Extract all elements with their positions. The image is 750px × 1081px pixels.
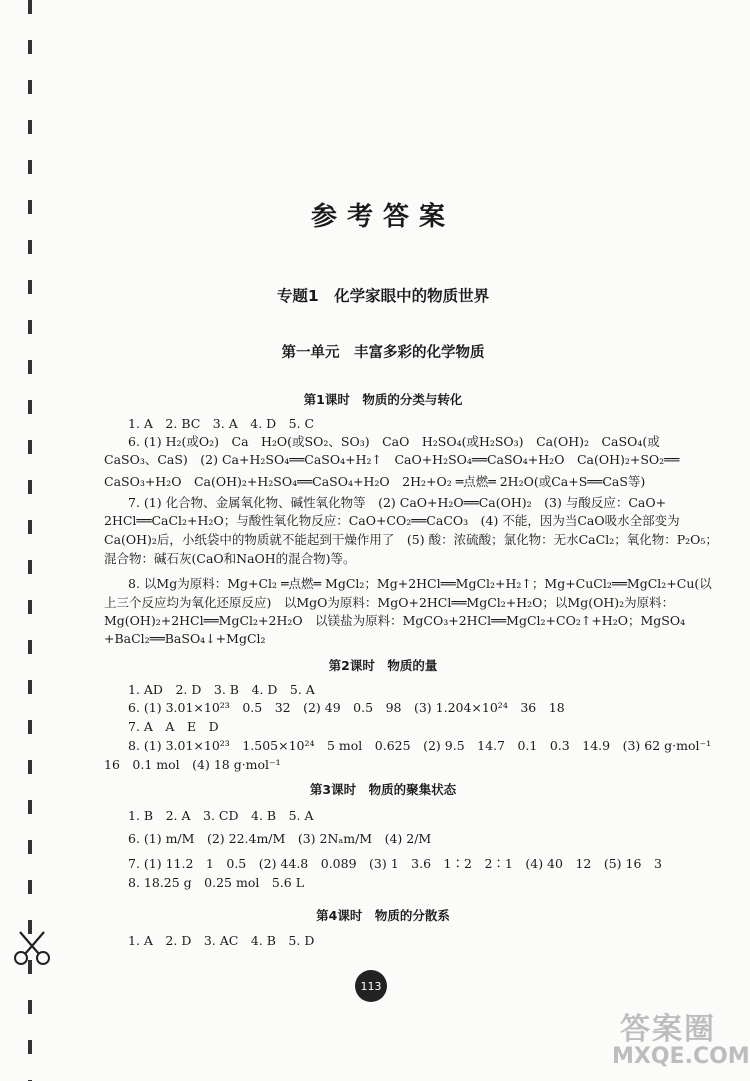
answer-line: 上三个反应均为氧化还原反应) 以MgO为原料：MgO+2HCl══MgCl₂+H₂O；以Mg(OH)₂为原料： — [104, 595, 675, 610]
unit-title: 第一单元 丰富多彩的化学物质 — [281, 345, 485, 361]
lesson-1-title: 第1课时 物质的分类与转化 — [303, 392, 463, 407]
page-title: 参考答案 — [310, 202, 455, 232]
answer-line: 7. (1) 化合物、金属氧化物、碱性氧化物等 (2) CaO+H₂O══Ca(OH)₂ (3) 与酸反应：CaO+ — [128, 495, 667, 510]
answer-line: 16 0.1 mol (4) 18 g·mol⁻¹ — [104, 757, 281, 772]
topic-title: 专题1 化学家眼中的物质世界 — [276, 287, 490, 305]
answer-line: 6. (1) 3.01×10²³ 0.5 32 (2) 49 0.5 98 (3) 1.204×10²⁴ 36 18 — [128, 700, 565, 715]
answer-line: 1. A 2. BC 3. A 4. D 5. C — [128, 416, 315, 431]
lesson-4-title: 第4课时 物质的分散系 — [316, 908, 450, 923]
watermark-logo — [612, 1000, 750, 1072]
answer-line: 8. 以Mg为原料：Mg+Cl₂ ═点燃═ MgCl₂；Mg+2HCl══MgCl₂+H₂↑；Mg+CuCl₂══MgCl₂+Cu(以 — [128, 576, 712, 591]
answer-line: 1. A 2. D 3. AC 4. B 5. D — [128, 933, 315, 948]
watermark-url: MXQE.COM — [612, 1044, 750, 1069]
answer-line: 7. (1) 11.2 1 0.5 (2) 44.8 0.089 (3) 1 3.6 1∶2 2∶1 (4) 40 12 (5) 16 3 — [128, 856, 662, 871]
watermark-text: 答案圈 — [620, 1012, 716, 1047]
answer-line: CaSO₃、CaS) (2) Ca+H₂SO₄══CaSO₄+H₂↑ CaO+H₂SO₄══CaSO₄+H₂O Ca(OH)₂+SO₂══ — [104, 452, 680, 467]
answer-line: 2HCl══CaCl₂+H₂O；与酸性氧化物反应：CaO+CO₂══CaCO₃ (4) 不能，因为当CaO吸水全部变为 — [104, 513, 680, 528]
answer-line: 6. (1) H₂(或O₂) Ca H₂O(或SO₂、SO₃) CaO H₂SO₄(或H₂SO₃) Ca(OH)₂ CaSO₄(或 — [128, 434, 660, 449]
answer-line: CaSO₃+H₂O Ca(OH)₂+H₂SO₄══CaSO₄+H₂O 2H₂+O₂ ═点燃═ 2H₂O(或Ca+S══CaS等) — [104, 474, 646, 489]
answer-line: 6. (1) m/M (2) 22.4m/M (3) 2Nₐm/M (4) 2/M — [128, 831, 432, 846]
answer-line: 混合物：碱石灰(CaO和NaOH的混合物)等。 — [104, 551, 356, 566]
answer-line: 8. 18.25 g 0.25 mol 5.6 L — [128, 875, 304, 890]
answer-line: +BaCl₂══BaSO₄↓+MgCl₂ — [104, 631, 266, 646]
answer-line: 7. A A E D — [128, 719, 219, 734]
answer-line: 8. (1) 3.01×10²³ 1.505×10²⁴ 5 mol 0.625 (2) 9.5 14.7 0.1 0.3 14.9 (3) 62 g·mol⁻¹ — [128, 738, 712, 753]
answer-line: 1. B 2. A 3. CD 4. B 5. A — [128, 808, 314, 823]
lesson-2-title: 第2课时 物质的量 — [328, 658, 438, 673]
lesson-3-title: 第3课时 物质的聚集状态 — [309, 782, 457, 797]
page-number: 113 — [355, 970, 387, 1002]
answer-line: Mg(OH)₂+2HCl══MgCl₂+2H₂O 以镁盐为原料：MgCO₃+2HCl══MgCl₂+CO₂↑+H₂O；MgSO₄ — [104, 613, 686, 628]
answer-line: 1. AD 2. D 3. B 4. D 5. A — [128, 682, 315, 697]
scissors-icon — [12, 928, 52, 968]
cut-line — [28, 0, 32, 1081]
answer-line: Ca(OH)₂后，小纸袋中的物质就不能起到干燥作用了 (5) 酸：浓硫酸；氯化物：无水CaCl₂；氧化物：P₂O₅； — [104, 532, 718, 547]
